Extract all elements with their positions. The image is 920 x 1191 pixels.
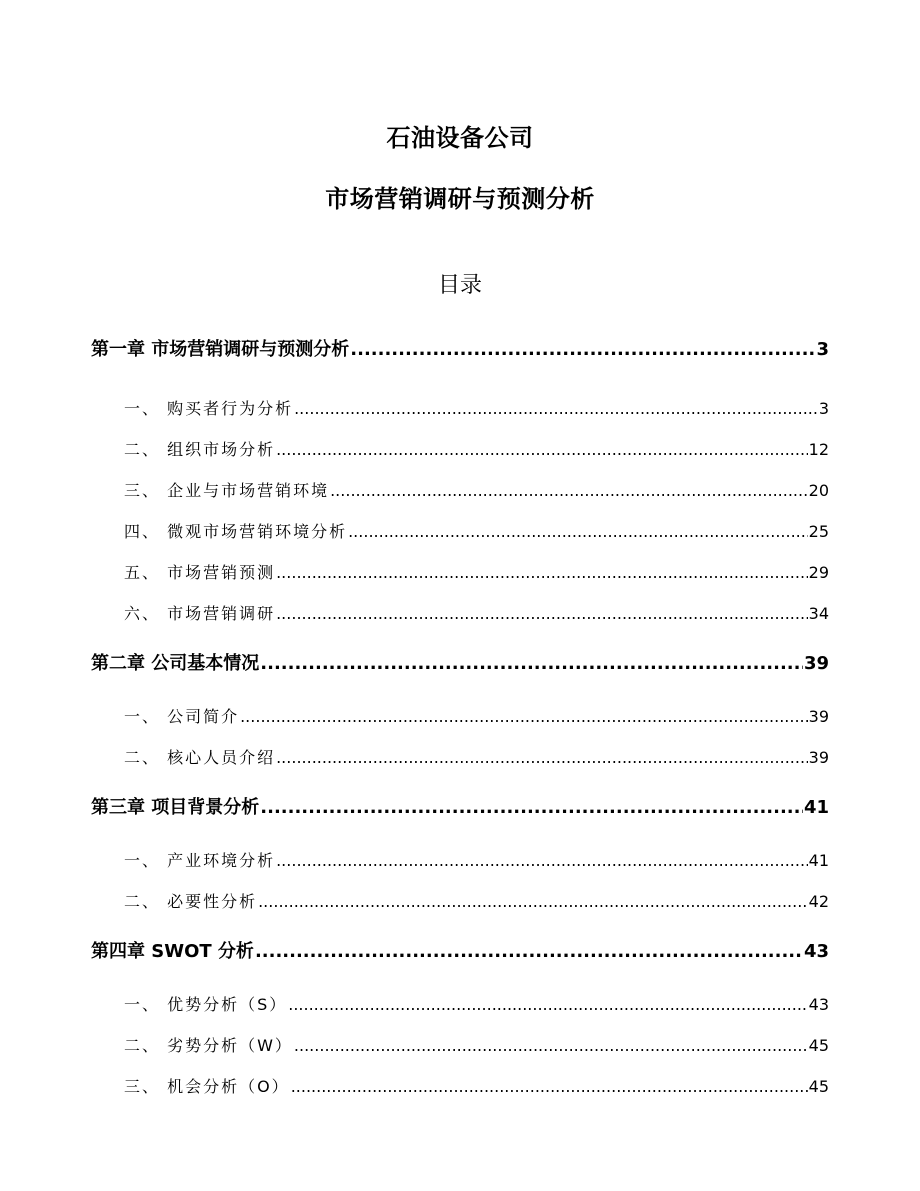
toc-dot-leader	[276, 849, 808, 873]
toc-entry-label: 六、 市场营销调研	[124, 604, 276, 623]
toc-entry-label: 一、 优势分析（S）	[124, 995, 288, 1014]
toc-page-number: 45	[808, 1077, 829, 1096]
toc-page-number: 12	[808, 440, 829, 459]
toc-dot-leader	[350, 337, 815, 363]
toc-section-entry[interactable]	[124, 438, 829, 462]
toc-entry-label: 五、 市场营销预测	[124, 563, 276, 582]
toc-page-number: 3	[816, 339, 829, 360]
toc-dot-leader	[348, 520, 808, 544]
toc-entry-label: 一、 公司简介	[124, 707, 240, 726]
toc-entry-label: 二、 劣势分析（W）	[124, 1036, 293, 1055]
toc-entry-label: 二、 必要性分析	[124, 892, 258, 911]
toc-section-entry[interactable]	[124, 746, 829, 770]
toc-dot-leader	[258, 890, 808, 914]
toc-dot-leader	[276, 438, 808, 462]
toc-section-entry[interactable]	[124, 1075, 829, 1099]
toc-dot-leader	[260, 651, 803, 677]
toc-entry-label: 第二章 公司基本情况	[91, 653, 260, 674]
toc-chapter-entry[interactable]	[91, 939, 829, 965]
toc-section-entry[interactable]	[124, 561, 829, 585]
toc-dot-leader	[294, 397, 818, 421]
toc-entry-label: 四、 微观市场营销环境分析	[124, 522, 348, 541]
toc-section-entry[interactable]	[124, 1034, 829, 1058]
toc-entry-label: 第四章 SWOT 分析	[91, 941, 254, 962]
toc-section-entry[interactable]	[124, 479, 829, 503]
toc-dot-leader	[291, 1075, 808, 1099]
toc-page-number: 39	[808, 748, 829, 767]
toc-page-number: 3	[818, 399, 829, 418]
toc-page-number: 39	[803, 653, 829, 674]
toc-page-number: 43	[803, 941, 829, 962]
toc-entry-label: 三、 机会分析（O）	[124, 1077, 290, 1096]
toc-chapter-entry[interactable]	[91, 795, 829, 821]
toc-page-number: 43	[808, 995, 829, 1014]
toc-page-number: 20	[808, 481, 829, 500]
toc-dot-leader	[288, 993, 807, 1017]
toc-dot-leader	[240, 705, 808, 729]
toc-entry-label: 一、 产业环境分析	[124, 851, 276, 870]
toc-page-number: 42	[808, 892, 829, 911]
toc-entry-label: 三、 企业与市场营销环境	[124, 481, 330, 500]
toc-chapter-entry[interactable]	[91, 337, 829, 363]
toc-section-entry[interactable]	[124, 993, 829, 1017]
toc-section-entry[interactable]	[124, 890, 829, 914]
toc-entry-label: 二、 组织市场分析	[124, 440, 276, 459]
toc-entry-label: 一、 购买者行为分析	[124, 399, 294, 418]
toc-section-entry[interactable]	[124, 602, 829, 626]
toc-chapter-entry[interactable]	[91, 651, 829, 677]
document-title-line1: 石油设备公司	[386, 124, 534, 152]
toc-entry-label: 第一章 市场营销调研与预测分析	[91, 339, 350, 360]
toc-dot-leader	[260, 795, 803, 821]
toc-entry-label: 第三章 项目背景分析	[91, 797, 260, 818]
toc-page-number: 29	[808, 563, 829, 582]
toc-dot-leader	[330, 479, 808, 503]
toc-page-number: 34	[808, 604, 829, 623]
toc-dot-leader	[294, 1034, 808, 1058]
toc-section-entry[interactable]	[124, 849, 829, 873]
toc-section-entry[interactable]	[124, 397, 829, 421]
toc-section-entry[interactable]	[124, 705, 829, 729]
document-title-line2: 市场营销调研与预测分析	[325, 185, 595, 213]
toc-page-number: 41	[803, 797, 829, 818]
toc-dot-leader	[276, 561, 808, 585]
toc-dot-leader	[255, 939, 803, 965]
toc-page-number: 41	[808, 851, 829, 870]
toc-page-number: 45	[808, 1036, 829, 1055]
toc-page-number: 39	[808, 707, 829, 726]
toc-page-number: 25	[808, 522, 829, 541]
toc-entry-label: 二、 核心人员介绍	[124, 748, 276, 767]
toc-dot-leader	[276, 602, 808, 626]
toc-heading: 目录	[437, 273, 482, 298]
toc-section-entry[interactable]	[124, 520, 829, 544]
toc-dot-leader	[276, 746, 808, 770]
